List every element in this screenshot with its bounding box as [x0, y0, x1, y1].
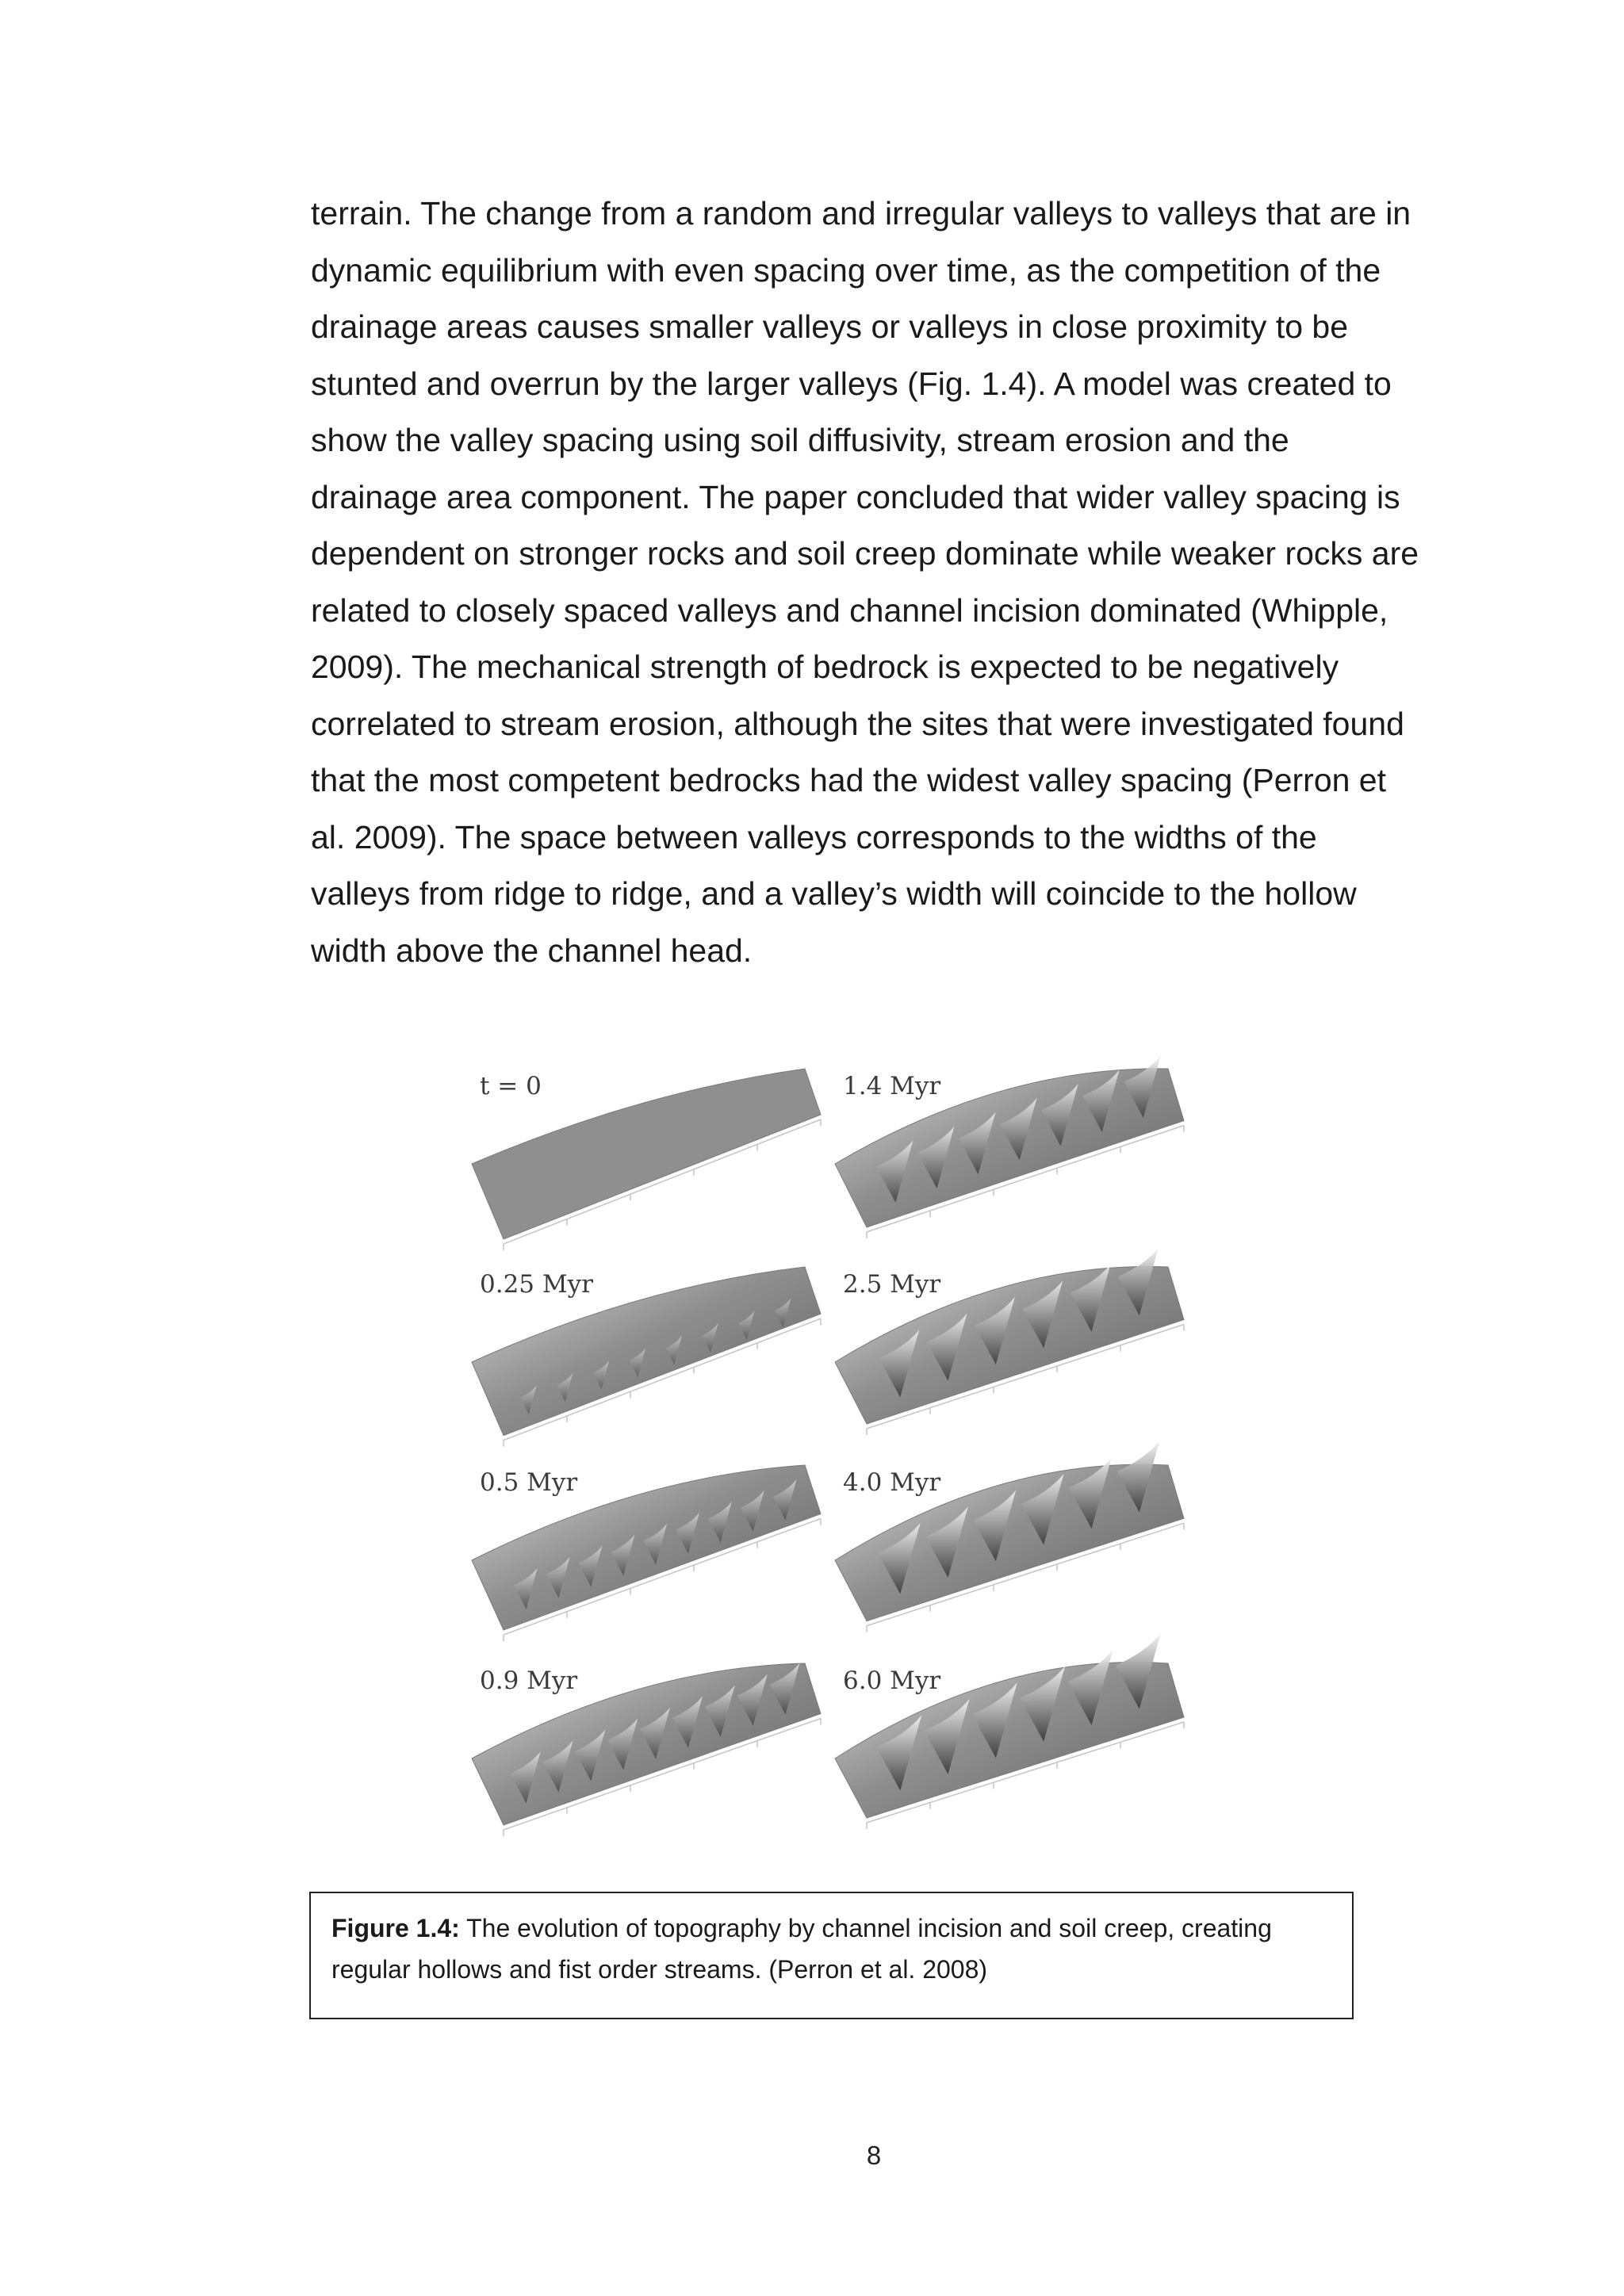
body-line: related to closely spaced valleys and channel incision dominated (Whipple,	[311, 591, 1388, 629]
body-line: drainage area component. The paper concluded that wider valley spacing is	[311, 478, 1400, 515]
panel-time-label: t = 0	[480, 1072, 542, 1100]
body-line: width above the channel head.	[311, 932, 753, 969]
body-line: that the most competent bedrocks had the widest valley spacing (Perron et	[311, 762, 1387, 798]
terrain-panel	[472, 1069, 821, 1250]
topography-evolution-figure	[464, 1045, 1213, 1858]
figure-panels-svg	[464, 1045, 1213, 1858]
terrain-panel	[835, 1056, 1184, 1238]
panel-time-label: 4.0 Myr	[843, 1468, 941, 1497]
terrain-panel	[835, 1248, 1184, 1435]
page-number: 8	[866, 2141, 882, 2170]
panel-time-label: 2.5 Myr	[843, 1270, 941, 1299]
figure-caption	[309, 1892, 1354, 2019]
body-line: drainage areas causes smaller valleys or valleys in close proximity to be	[311, 308, 1349, 345]
body-line: stunted and overrun by the larger valleys (Fig. 1.4). A model was created to	[311, 365, 1392, 402]
body-line: dependent on stronger rocks and soil creep dominate while weaker rocks are	[311, 535, 1419, 572]
body-line: al. 2009). The space between valleys corresponds to the widths of the	[311, 818, 1317, 855]
terrain-panel	[835, 1441, 1184, 1632]
panel-time-label: 1.4 Myr	[843, 1072, 941, 1100]
body-line: correlated to stream erosion, although the sites that were investigated found	[311, 705, 1404, 742]
panel-time-label: 0.5 Myr	[480, 1468, 578, 1497]
terrain-panel	[472, 1465, 821, 1641]
body-paragraph	[311, 186, 1453, 979]
terrain-panel	[835, 1633, 1184, 1829]
panel-time-label: 0.25 Myr	[480, 1270, 593, 1299]
terrain-panel	[472, 1267, 821, 1447]
body-line: show the valley spacing using soil diffusivity, stream erosion and the	[311, 422, 1289, 458]
panel-time-label: 6.0 Myr	[843, 1667, 941, 1695]
body-line: terrain. The change from a random and irregular valleys to valleys that are in	[311, 195, 1411, 232]
caption-text: The evolution of topography by channel incision and soil creep, creating regular hollows and fist order streams. (Perron et al. 2008)	[331, 1914, 1272, 1984]
terrain-panel	[472, 1663, 821, 1836]
panel-time-label: 0.9 Myr	[480, 1667, 578, 1695]
caption-label: Figure 1.4:	[331, 1914, 460, 1942]
body-line: 2009). The mechanical strength of bedrock is expected to be negatively	[311, 649, 1339, 685]
body-line: dynamic equilibrium with even spacing over time, as the competition of the	[311, 251, 1381, 289]
body-line: valleys from ridge to ridge, and a valley’s width will coincide to the hollow	[311, 875, 1357, 912]
